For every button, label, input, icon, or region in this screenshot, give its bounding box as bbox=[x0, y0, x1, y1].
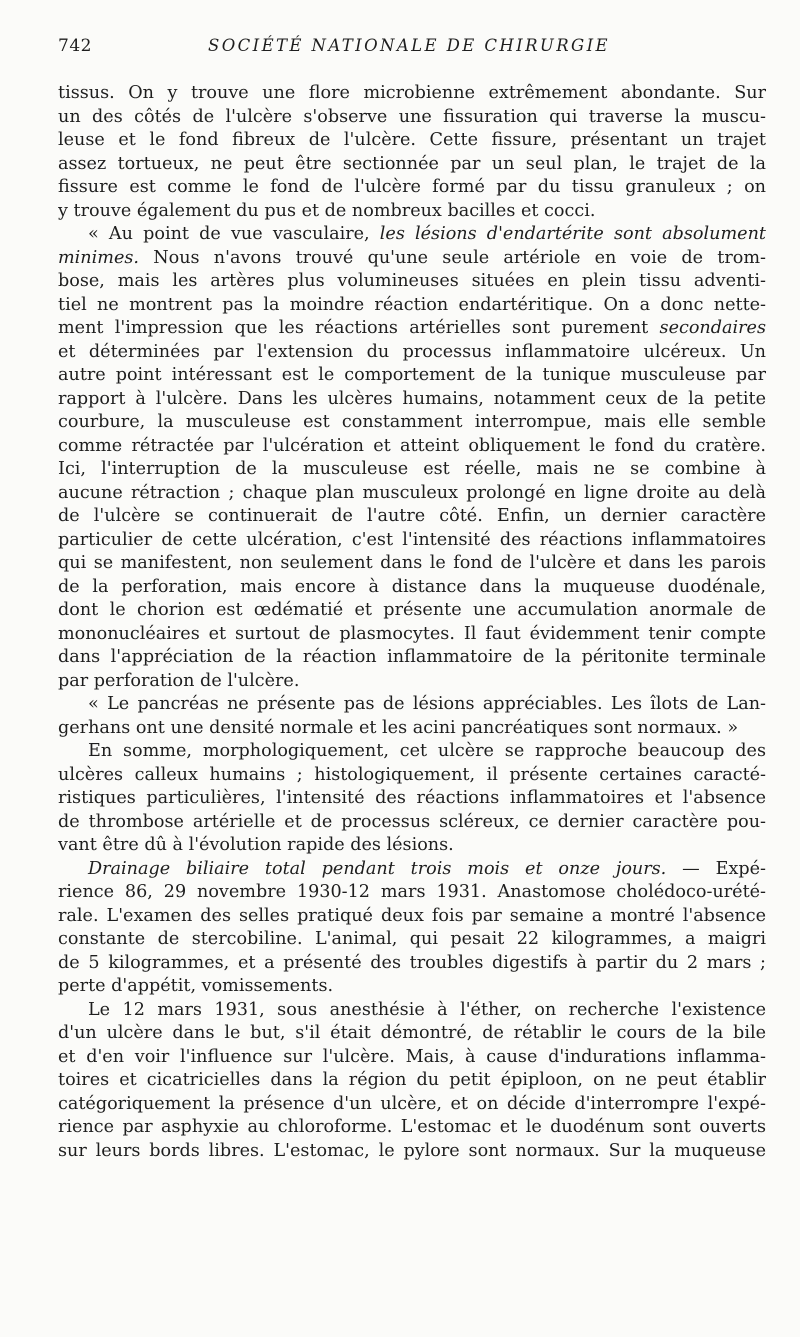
text-line bbox=[58, 858, 766, 882]
line-text: Nous n'avons trouvé qu'une seule artériole en voie de trom- bbox=[139, 247, 766, 268]
text-line: un des côtés de l'ulcère s'observe une fissuration qui traverse la muscu- bbox=[58, 106, 766, 127]
text-line: ristiques particulières, l'intensité des réactions inflammatoires et l'absence bbox=[58, 788, 766, 808]
text-line: ulcères calleux humains ; histologiquement, il présente certaines caracté- bbox=[58, 764, 766, 785]
text-line: toires et cicatricielles dans la région du petit épiploon, on ne peut établir bbox=[58, 1070, 766, 1090]
text-line: rience 86, 29 novembre 1930-12 mars 1931. Anastomose cholédoco-urété- bbox=[58, 882, 766, 902]
text-line: En somme, morphologiquement, cet ulcère se rapproche beaucoup des bbox=[88, 741, 766, 761]
italic-phrase: les lésions d'endartérite sont absolument bbox=[379, 224, 766, 244]
text-line: de la perforation, mais encore à distance dans la muqueuse duodénale, bbox=[58, 576, 766, 597]
body-text bbox=[58, 82, 766, 1163]
text-line: dont le chorion est œdématié et présente une accumulation anormale de bbox=[58, 600, 766, 620]
text-line: comme rétractée par l'ulcération et atteint obliquement le fond du cratère. bbox=[58, 435, 766, 456]
text-line: leuse et le fond fibreux de l'ulcère. Cette fissure, présentant un trajet bbox=[58, 130, 766, 150]
text-line: particulier de cette ulcération, c'est l'intensité des réactions inflammatoires bbox=[58, 529, 766, 550]
italic-phrase: Drainage biliaire total pendant trois mois et onze jours. bbox=[88, 858, 667, 879]
text-line: « Le pancréas ne présente pas de lésions appréciables. Les îlots de Lan- bbox=[88, 694, 766, 714]
text-line: bose, mais les artères plus volumineuses situées en plein tissu adventi- bbox=[58, 271, 766, 291]
italic-phrase: minimes. bbox=[58, 247, 139, 268]
text-line: constante de stercobiline. L'animal, qui pesait 22 kilogrammes, a maigri bbox=[58, 929, 766, 949]
text-line: sur leurs bords libres. L'estomac, le pylore sont normaux. Sur la muqueuse bbox=[58, 1140, 766, 1161]
text-line: et d'en voir l'influence sur l'ulcère. Mais, à cause d'indurations inflamma- bbox=[58, 1046, 766, 1067]
running-header bbox=[58, 36, 762, 60]
text-line: dans l'appréciation de la réaction inflammatoire de la péritonite terminale bbox=[58, 647, 766, 667]
text-line: tissus. On y trouve une flore microbienne extrêmement abondante. Sur bbox=[58, 83, 766, 103]
text-line: rale. L'examen des selles pratiqué deux fois par semaine a montré l'absence bbox=[58, 905, 766, 926]
text-line: courbure, la musculeuse est constamment interrompue, mais elle semble bbox=[58, 412, 766, 432]
page-number: 742 bbox=[58, 36, 92, 56]
text-line: catégoriquement la présence d'un ulcère, et on décide d'interrompre l'expé- bbox=[58, 1093, 766, 1114]
text-line: et déterminées par l'extension du processus inflammatoire ulcéreux. Un bbox=[58, 341, 766, 362]
line-text: — Expé- bbox=[666, 858, 766, 879]
text-line bbox=[58, 317, 766, 341]
line-text: « Au point de vue vasculaire, bbox=[88, 224, 380, 244]
text-line: tiel ne montrent pas la moindre réaction endartéritique. On a donc nette- bbox=[58, 294, 766, 315]
text-line: Ici, l'interruption de la musculeuse est réelle, mais ne se combine à bbox=[58, 459, 766, 479]
text-line: qui se manifestent, non seulement dans le fond de l'ulcère et dans les parois bbox=[58, 553, 766, 573]
text-line: gerhans ont une densité normale et les acini pancréatiques sont normaux. » bbox=[58, 717, 739, 738]
text-line: y trouve également du pus et de nombreux bacilles et cocci. bbox=[58, 200, 596, 221]
text-line bbox=[58, 247, 766, 271]
text-line: par perforation de l'ulcère. bbox=[58, 670, 300, 691]
text-line: perte d'appétit, vomissements. bbox=[58, 976, 334, 996]
text-line: rapport à l'ulcère. Dans les ulcères humains, notamment ceux de la petite bbox=[58, 388, 766, 409]
journal-title: SOCIÉTÉ NATIONALE DE CHIRURGIE bbox=[208, 36, 610, 55]
text-line: vant être dû à l'évolution rapide des lésions. bbox=[58, 835, 454, 855]
text-line: aucune rétraction ; chaque plan musculeux prolongé en ligne droite au delà bbox=[58, 482, 766, 503]
text-line: mononucléaires et surtout de plasmocytes. Il faut évidemment tenir compte bbox=[58, 623, 766, 644]
text-line: de thrombose artérielle et de processus scléreux, ce dernier caractère pou- bbox=[58, 811, 766, 832]
italic-phrase: secondaires bbox=[659, 318, 766, 338]
line-text: ment l'impression que les réactions artérielles sont purement bbox=[58, 318, 660, 338]
text-line: fissure est comme le fond de l'ulcère formé par du tissu granuleux ; on bbox=[58, 177, 766, 197]
text-line: d'un ulcère dans le but, s'il était démontré, de rétablir le cours de la bile bbox=[58, 1023, 766, 1043]
text-line: Le 12 mars 1931, sous anesthésie à l'éther, on recherche l'existence bbox=[88, 999, 766, 1020]
text-line: rience par asphyxie au chloroforme. L'estomac et le duodénum sont ouverts bbox=[58, 1117, 766, 1137]
text-line: de l'ulcère se continuerait de l'autre côté. Enfin, un dernier caractère bbox=[58, 506, 766, 526]
text-line: autre point intéressant est le comportement de la tunique musculeuse par bbox=[58, 365, 766, 385]
text-line: de 5 kilogrammes, et a présenté des troubles digestifs à partir du 2 mars ; bbox=[58, 952, 766, 973]
text-line: assez tortueux, ne peut être sectionnée par un seul plan, le trajet de la bbox=[58, 153, 766, 174]
text-line bbox=[58, 223, 766, 247]
